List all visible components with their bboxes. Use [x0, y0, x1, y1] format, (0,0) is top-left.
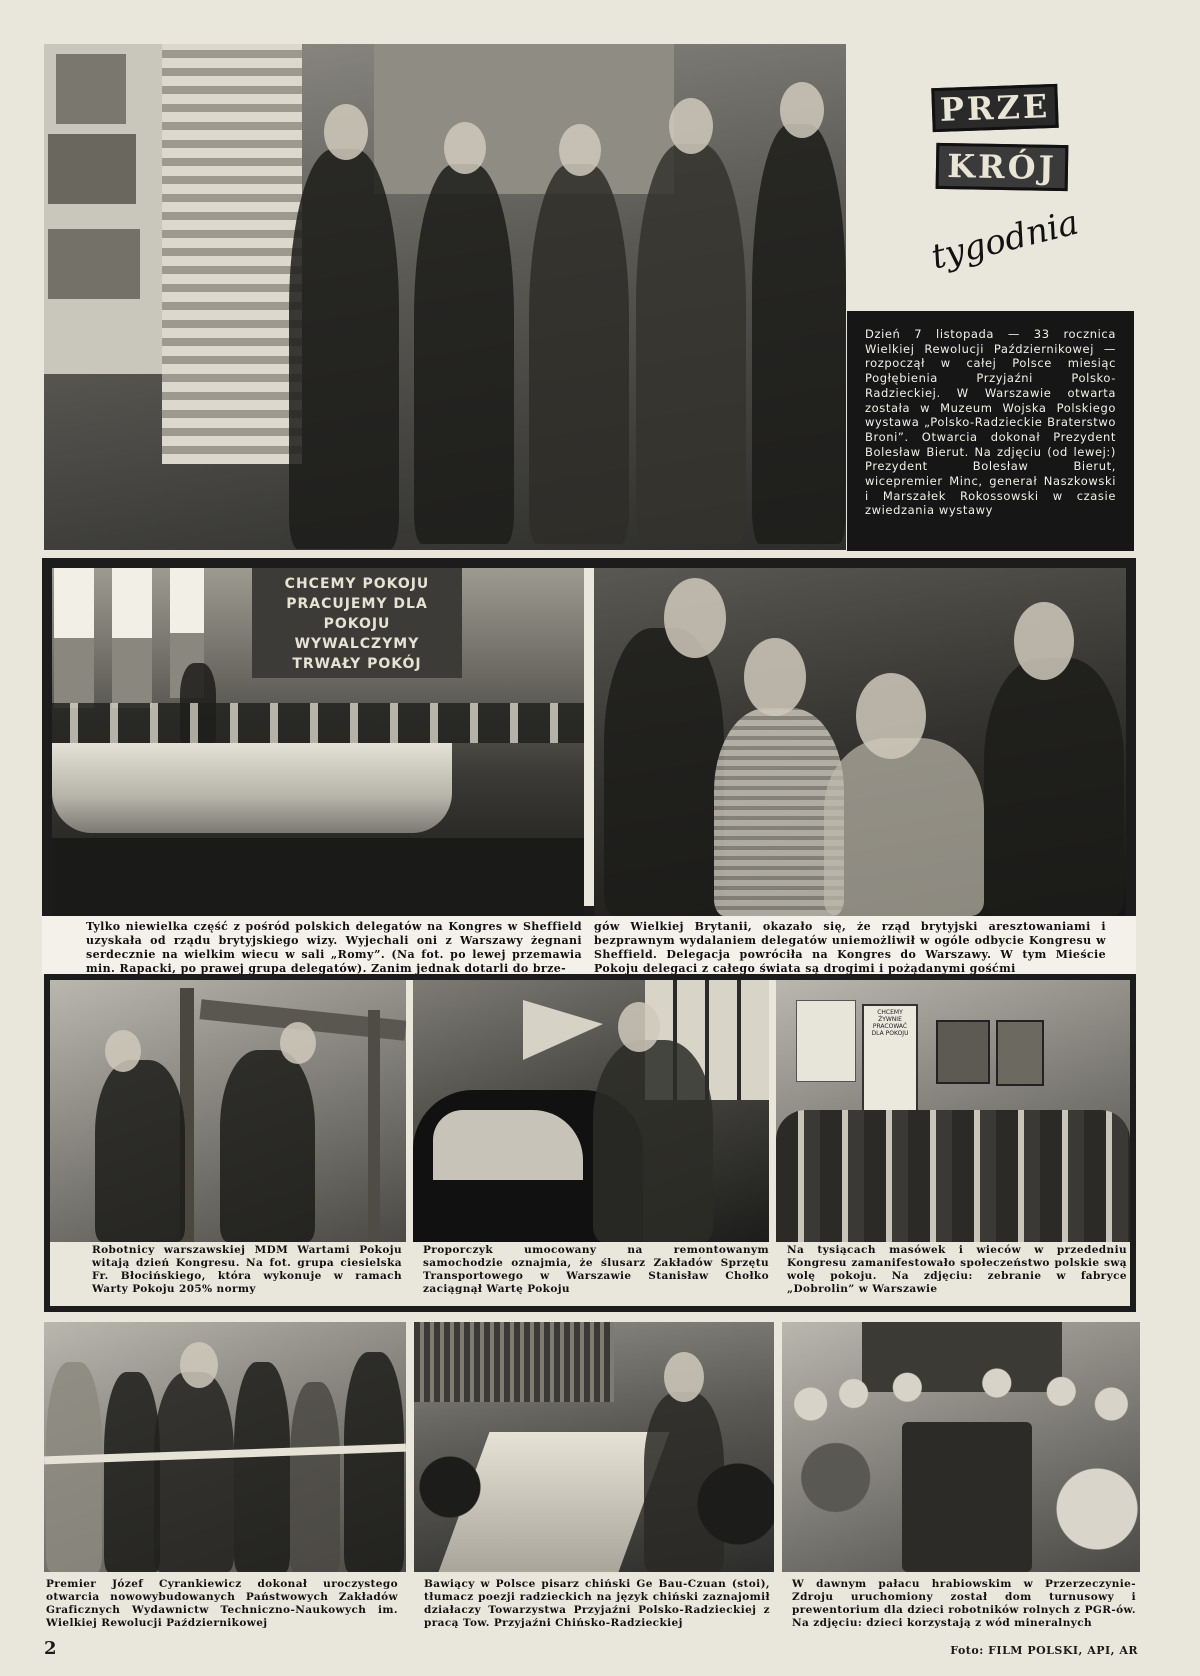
exhibition-column [162, 44, 302, 464]
row3-caption-3: Na tysiącach masówek i wieców w przededniu Kongresu zamanifestowało społeczeństwo polskie swą wolę pokoju. Na zdjęciu: zebranie w fabryce „Dobrolin” w Warszawie [787, 1244, 1127, 1295]
figure-guest-5 [344, 1352, 404, 1572]
car-window [433, 1110, 583, 1180]
exhibition-photo-1 [56, 54, 126, 124]
head-ge-bau-czuan [664, 1352, 704, 1402]
figure-guest-3 [234, 1362, 290, 1572]
figure-guest-1 [46, 1362, 102, 1572]
head-carpenter-left [105, 1030, 141, 1072]
page-number: 2 [44, 1638, 57, 1659]
figure-mechanic [593, 1040, 713, 1242]
figure-guest-2 [104, 1372, 160, 1572]
photo-exhibition-visit [44, 44, 846, 550]
figure-minc [414, 164, 514, 544]
row3-caption-1: Robotnicy warszawskiej MDM Wartami Pokoju witają dzień Kongresu. Na fot. grupa ciesielska Fr. Błocińskiego, która wykonuje w ramach Warty Pokoju 205% normy [92, 1244, 402, 1295]
figure-rokossowski [636, 144, 746, 544]
wall-poster-text: CHCEMY ŻYWNIE PRACOWAĆ DLA POKOJU [871, 1009, 909, 1037]
banner-text [262, 574, 452, 674]
exhibition-photo-3 [48, 229, 140, 299]
head-minc [444, 122, 486, 174]
banner-line-2: PRACUJEMY DLA POKOJU [286, 596, 428, 632]
row4-caption-1: Premier Józef Cyrankiewicz dokonał uroczystego otwarcia nowowybudowanych Państwowych Zakładów Graficznych Wydawnictw Techniczno-Naukowych im. Wielkiej Rewolucji Październikowej [46, 1578, 398, 1629]
row4-caption-3: W dawnym pałacu hrabiowskim w Przerzeczynie-Zdroju uruchomiony został dom turnusowy i prewentorium dla dzieci robotników rolnych z PGR-ów. Na zdjęciu: dzieci korzystają z wód mineralnych [792, 1578, 1136, 1629]
wall-board-2 [996, 1020, 1044, 1086]
stage-banner [252, 568, 462, 678]
photo-credits: Foto: FILM POLSKI, API, AR [950, 1644, 1138, 1657]
row3-caption-2: Proporczyk umocowany na remontowanym samochodzie oznajmia, że ślusarz Zakładów Sprzętu Transportowego w Warszawie Stanisław Chołko zaciągnął Wartę Pokoju [423, 1244, 769, 1295]
figure-carpenter-right [220, 1050, 315, 1242]
seated-guests [414, 1402, 774, 1572]
exhibition-back-wall [374, 44, 674, 194]
photo-dobrolin-meeting [776, 980, 1130, 1242]
head-bierut [324, 104, 368, 160]
figure-carpenter-left [95, 1060, 185, 1242]
figure-guest-4 [290, 1382, 340, 1572]
photo-car-mechanic [413, 980, 769, 1242]
head-delegate-man-left [664, 578, 726, 658]
sheffield-caption-right: gów Wielkiej Brytanii, okazało się, że rząd brytyjski aresztowaniami i bezprawnym wydalaniem delegatów uniemożliwił w ogóle odbycie Kongresu w Sheffield. Delegacja powróciła na Kongres do Warszawy. W tym Mieście Pokoju delegaci z całego świata są drogimi i pożądanymi gośćmi [594, 920, 1106, 975]
lead-text: Dzień 7 listopada — 33 rocznica Wielkiej Rewolucji Październikowej — rozpoczął w całej Polsce miesiąc Pogłębienia Przyjaźni Polsko-Radzieckiej. W Warszawie otwarta została w Muzeum Wojska Polskiego wystawa „Polsko-Radzieckie Braterstwo Broni”. Otwarcia dokonał Prezydent Bolesław Bierut. Na zdjęciu (od lewej:) Prezydent Bolesław Bierut, wicepremier Minc, generał Naszkowski i Marszałek Rokossowski w czasie zwiedzania wystawy [865, 327, 1116, 518]
photo-children-prewentorium [782, 1322, 1140, 1572]
figure-bierut [289, 149, 399, 549]
flag-left-2 [112, 568, 152, 708]
figure-delegate-man-right [984, 658, 1124, 916]
logo-przekroj-line1: PRZE [931, 84, 1058, 132]
lead-text-box [847, 311, 1134, 551]
head-delegate-woman-scarf [856, 673, 926, 759]
banner-line-3: WYWALCZYMY [294, 636, 420, 652]
wall-board-1 [936, 1020, 990, 1084]
audience-rows [776, 1110, 1130, 1242]
head-delegate-woman-beret [744, 638, 806, 716]
head-cyrankiewicz [180, 1342, 218, 1388]
presidium-row [52, 703, 584, 743]
scaffold-post [368, 1010, 380, 1242]
bookshelf [414, 1322, 614, 1402]
photo-chinese-writer [414, 1322, 774, 1572]
pennant-flag [523, 1000, 603, 1060]
logo-script-tygodnia: tygodnia [927, 202, 1083, 278]
photo-delegates-audience [594, 568, 1126, 916]
figure-delegate-man-left [604, 628, 724, 916]
figure-officer-right [752, 124, 846, 544]
figure-delegate-woman-scarf [824, 738, 984, 916]
wall-poster [862, 1004, 918, 1118]
head-naszkowski [559, 124, 601, 176]
banner-line-1: CHCEMY POKOJU [284, 576, 430, 592]
logo-przekroj-line2: KRÓJ [936, 143, 1069, 191]
head-officer-right [780, 82, 824, 138]
figure-cyrankiewicz [154, 1372, 234, 1572]
photo-cyrankiewicz-opening [44, 1322, 406, 1572]
photo-meeting-roma [52, 568, 584, 916]
head-carpenter-right [280, 1022, 316, 1064]
stage-floor [52, 838, 584, 916]
banner-line-4: TRWAŁY POKÓJ [292, 656, 422, 672]
sheffield-caption-left: Tylko niewielka część z pośród polskich delegatów na Kongres w Sheffield uzyskała od rządu brytyjskiego wizy. Wyjechali oni z Warszawy żegnani serdecznie na wielkim wiecu w sali „Romy”. (Na fot. po lewej przemawia min. Rapacki, po prawej grupa delegatów). Zanim jednak dotarli do brze- [86, 920, 582, 975]
head-delegate-man-right [1014, 602, 1074, 680]
children-group [782, 1362, 1140, 1572]
presidium-table [52, 743, 452, 833]
head-rokossowski [669, 98, 713, 154]
row4-caption-2: Bawiący w Polsce pisarz chiński Ge Bau-Czuan (stoi), tłumacz poezji radzieckich na język chiński zaznajomił działaczy Towarzystwa Przyjaźni Polsko-Radzieckiej z pracą Tow. Przyjaźni Chińsko-Radzieckiej [424, 1578, 770, 1629]
wall-map [796, 1000, 856, 1082]
flag-left-1 [54, 568, 94, 708]
photo-mdm-carpenters [50, 980, 406, 1242]
figure-naszkowski [529, 164, 629, 544]
head-mechanic [618, 1002, 660, 1052]
exhibition-photo-2 [48, 134, 136, 204]
